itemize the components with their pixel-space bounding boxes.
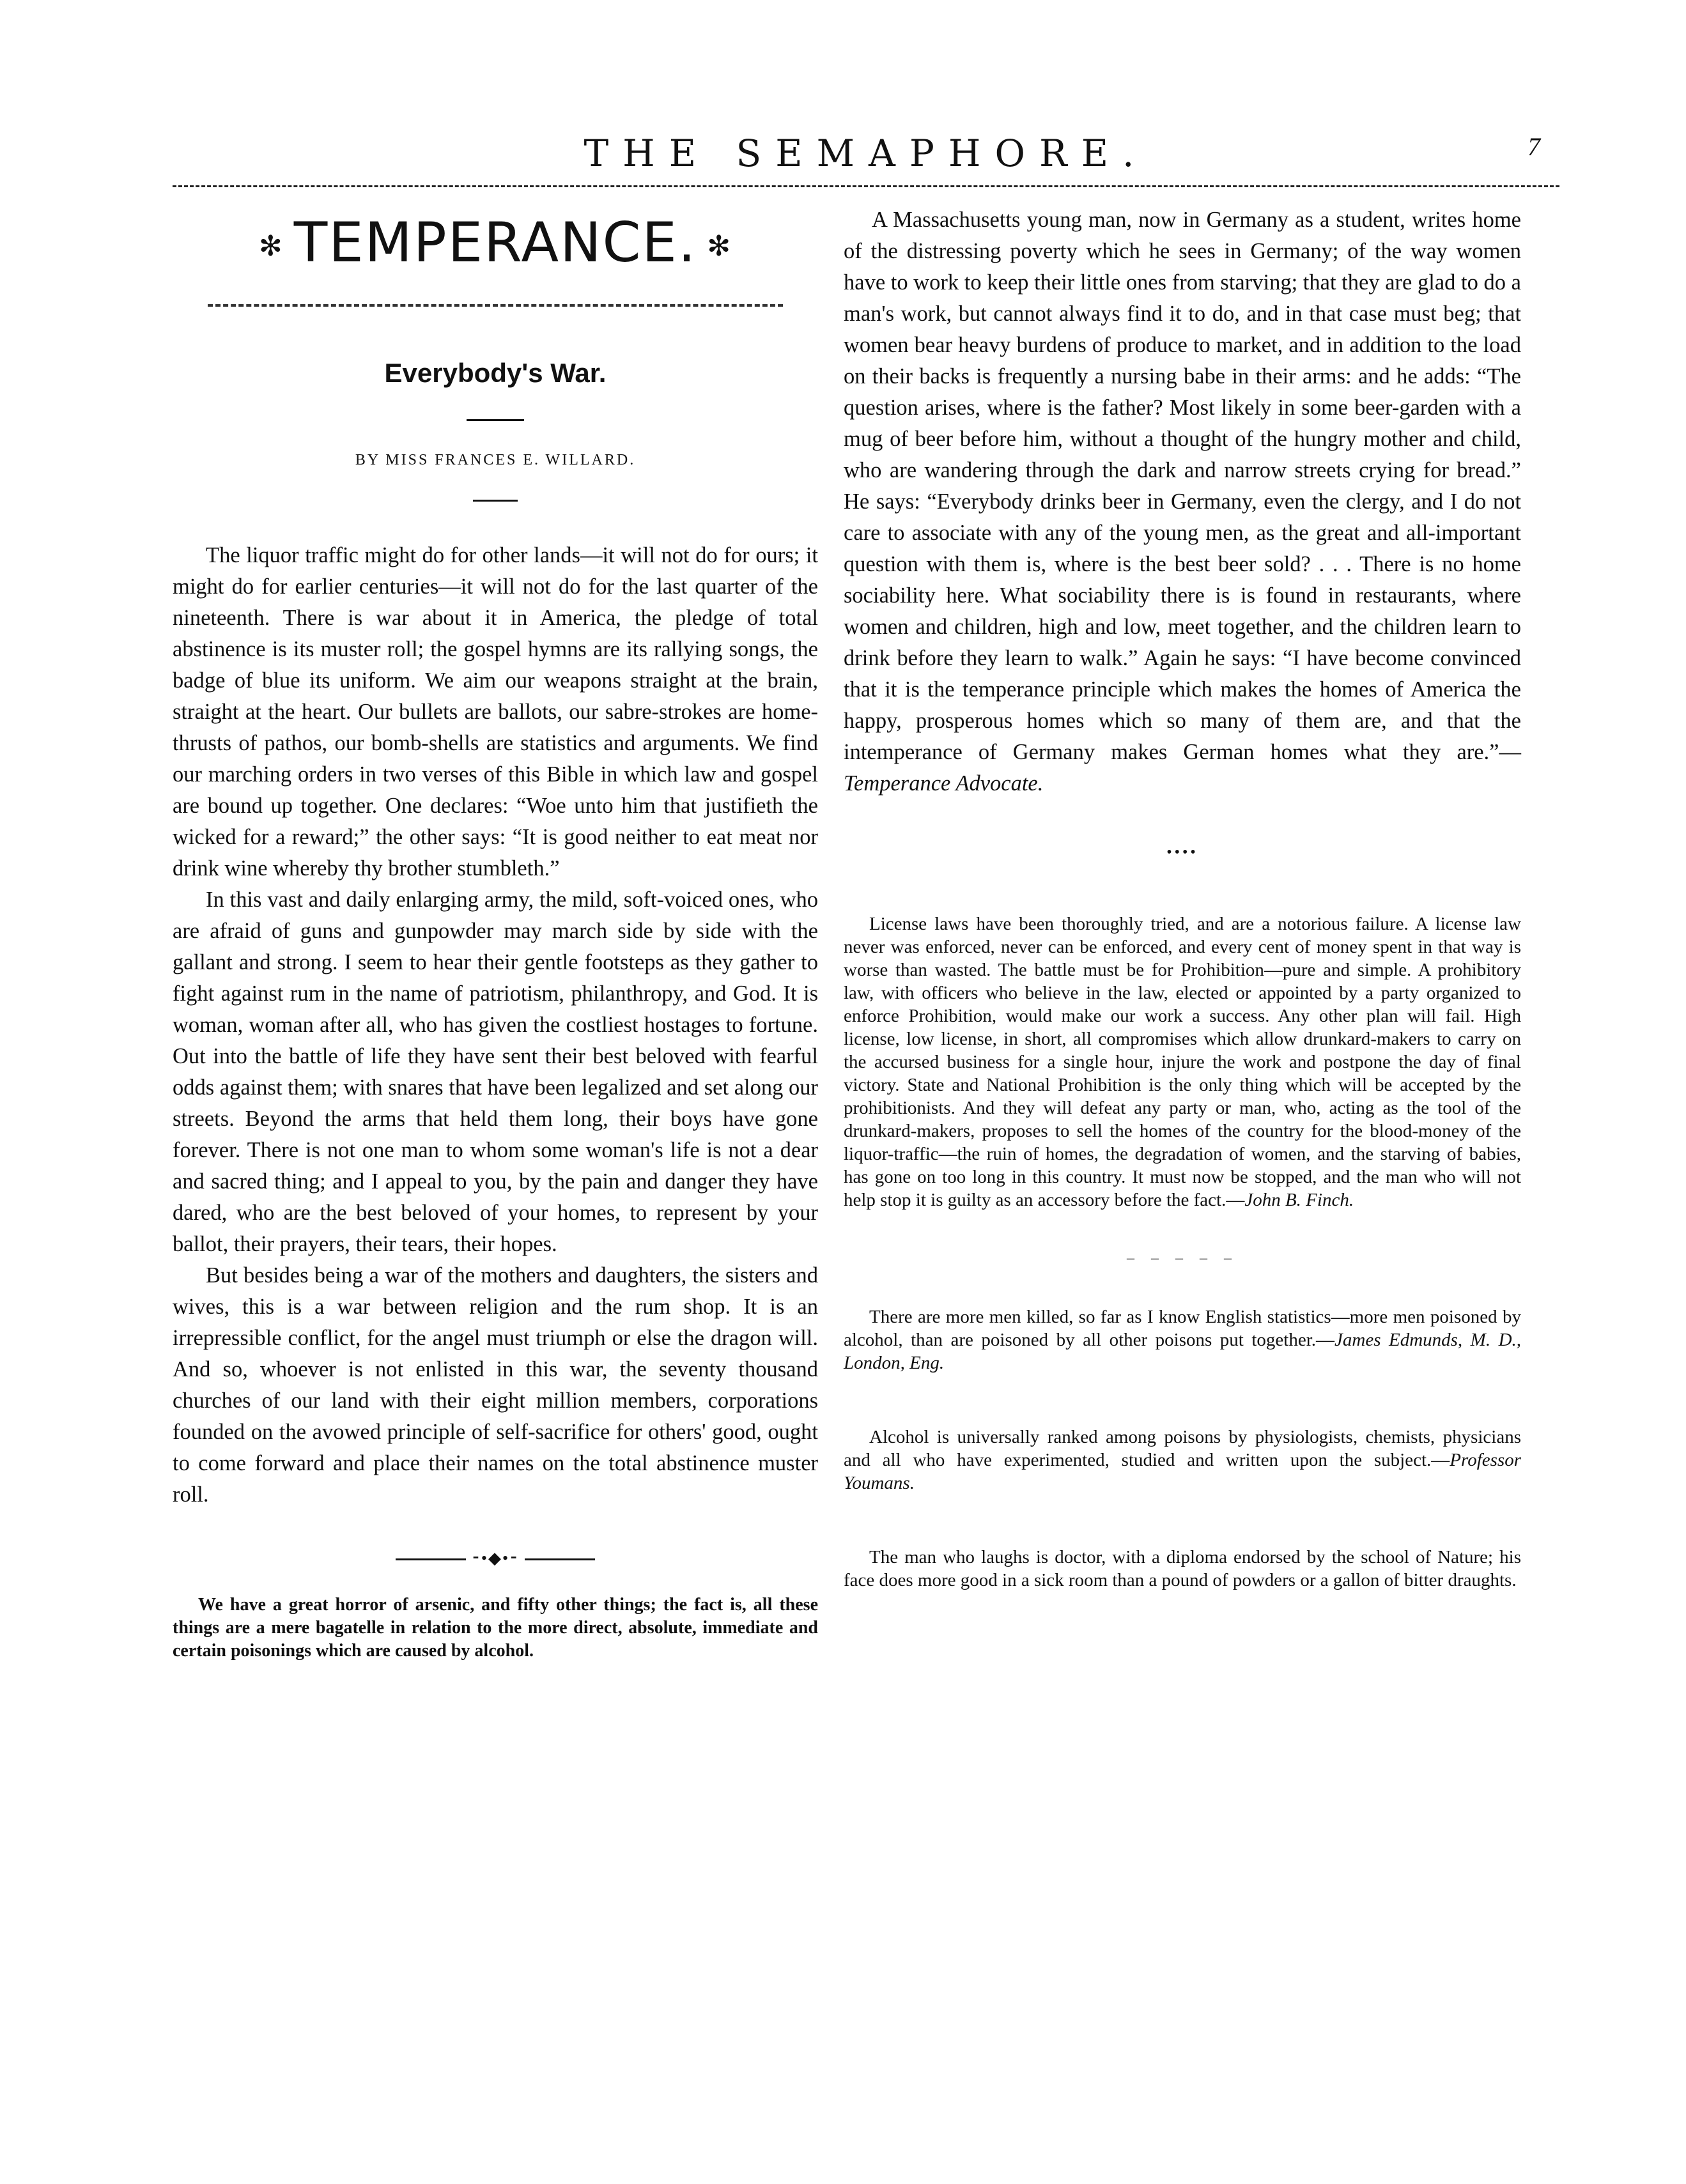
section-title (173, 211, 818, 279)
title-rule (467, 419, 524, 421)
dash-divider: – – – – – (1127, 1250, 1238, 1266)
spacer-2 (844, 1495, 1521, 1546)
arsenic-note: We have a great horror of arsenic, and fifty other things; the fact is, all these things are a mere bagatelle in relation to the more direct, absolute, immediate and certain poisonings which are caused by alcohol. (173, 1594, 818, 1661)
youmans-note (844, 1426, 1521, 1495)
edmunds-note (844, 1305, 1521, 1374)
section-divider (208, 304, 783, 307)
article-byline: BY MISS FRANCES E. WILLARD. (355, 451, 636, 468)
edmunds-note-source: James Edmunds, M. D., London, Eng. (844, 1330, 1522, 1373)
license-note-text: License laws have been thoroughly tried, and are a notorious failure. A license law never was enforced, never can be enforced, and every cent of money spent in that way is worse than wasted. The battle must be for Prohibition—pure and simple. A prohibitory law, with officers who believe in the law, elected or appointed by a party organized to enforce Prohibition, would make our work a success. Any other plan will fail. High license, low license, in short, all compromises which allow drunkard-makers to carry on the accursed business for a single hour, injure the work and postpone the day of final victory. State and National Prohibition is the only thing which will be accepted by the prohibitionists. And they will defeat any party or man, who, acting as the tool of the drunkard-makers, proposes to sell the homes of the country for the blood-money of the liquor-traffic—the ruin of homes, the degradation of women, and the starving of babies, has gone on too long in this country. It must now be stopped, and the man who will not help stop it is guilty as an accessory before the fact.— (844, 914, 1521, 1210)
section-title-text: TEMPERANCE. (293, 211, 697, 275)
youmans-note-source: Professor Youmans. (844, 1450, 1521, 1493)
masthead-title: THE SEMAPHORE. (584, 132, 1148, 175)
license-note-source: John B. Finch. (1244, 1190, 1354, 1210)
header-rule (173, 185, 1559, 187)
ornamental-divider: ⁃•◆•⁃ (173, 1549, 818, 1568)
youmans-note-text: Alcohol is universally ranked among poisons by physiologists, chemists, physicians and all who have experimented, studied and written upon the subject.— (844, 1427, 1521, 1470)
dot-divider: •••• (1166, 844, 1198, 861)
germany-article-text: A Massachusetts young man, now in Germany as a student, writes home of the distressing poverty which he sees in Germany; of the way women have to work to keep their little ones from starving; that they are glad to do a man's work, but cannot always find it to do, and in that case must beg; that women bear heavy burdens of produce to market, and in addition to the load on their backs is frequently a nursing babe in their arms: and he adds: “The question arises, where is the father? Most likely in some beer-garden with a mug of beer before him, without a thought of the hungry mother and child, who are wandering through the dark and narrow streets crying for bread.” He says: “Everybody drinks beer in Germany, even the clergy, and I do not care to associate with any of the young men, as the great and all-important question with them is, where is the best beer sold? . . . There is no home sociability here. What sociability there is is found in restaurants, where women and children, high and low, meet together, and the children learn to drink before they learn to walk.” Again he says: “I have become convinced that it is the temperance principle which makes the homes of America the happy, prosperous homes which so many of them are, and that the intemperance of Germany makes German homes what they are.”— (844, 208, 1521, 764)
ornament-right-icon: ✻ (707, 229, 732, 263)
page-header (173, 134, 1559, 179)
article-paragraph-3: But besides being a war of the mothers and daughters, the sisters and wives, this is a war between religion and the rum shop. It is an irrepressible conflict, for the angel must triumph or else the dragon will. And so, whoever is not enlisted in this war, the seventy thousand churches of our land with their eight million members, corporations founded on the avowed principle of self-sacrifice for others' good, ought to come forward and place their names on the total abstinence muster roll. (173, 1263, 818, 1507)
article-paragraph-1: The liquor traffic might do for other lands—it will not do for ours; it might do for earlier centuries—it will not do for the last quarter of the nineteenth. There is war about it in America, the pledge of total abstinence is its muster roll; the gospel hymns are its rallying songs, the badge of blue its uniform. We aim our weapons straight at the brain, straight at the heart. Our bullets are ballots, our sabre-strokes are home-thrusts of pathos, our bomb-shells are statistics and arguments. We find our marching orders in two verses of this Bible in which law and gospel are bound up together. One declares: “Woe unto him that justifieth the wicked for a reward;” the other says: “It is good neither to eat meat nor drink wine whereby thy brother stumbleth.” (173, 542, 818, 881)
article-paragraph-2: In this vast and daily enlarging army, the mild, soft-voiced ones, who are afraid of guns and gunpowder may march side by side with the gallant and strong. I seem to hear their gentle footsteps as they gather to fight against rum in the name of patriotism, philanthropy, and God. It is woman, woman after all, who has given the costliest hostages to fortune. Out into the battle of life they have sent their best beloved with fearful odds against them; with snares that have been legalized and set along our streets. Beyond the arms that held them long, their boys have gone forever. There is not one man to whom some woman's life is not a dear and sacred thing; and I appeal to you, by the pain and danger they have dared, who are the best beloved of your homes, to represent by your ballot, their prayers, their tears, their hopes. (173, 887, 818, 1256)
article-title: Everybody's War. (384, 357, 607, 388)
left-column (173, 204, 818, 1663)
germany-article (844, 204, 1521, 799)
page-number: 7 (1527, 132, 1540, 161)
edmunds-note-text: There are more men killed, so far as I know English statistics—more men poisoned by alcohol, than are poisoned by all other poisons put together.— (844, 1307, 1521, 1350)
germany-article-source: Temperance Advocate. (844, 771, 1044, 796)
right-column (844, 204, 1521, 1592)
ornament-left-icon: ✻ (258, 229, 284, 263)
spacer (844, 1374, 1521, 1426)
laugh-note: The man who laughs is doctor, with a diploma endorsed by the school of Nature; his face does more good in a sick room than a pound of powders or a gallon of bitter draughts. (844, 1547, 1521, 1590)
byline-rule (473, 500, 518, 502)
license-note (844, 912, 1521, 1211)
